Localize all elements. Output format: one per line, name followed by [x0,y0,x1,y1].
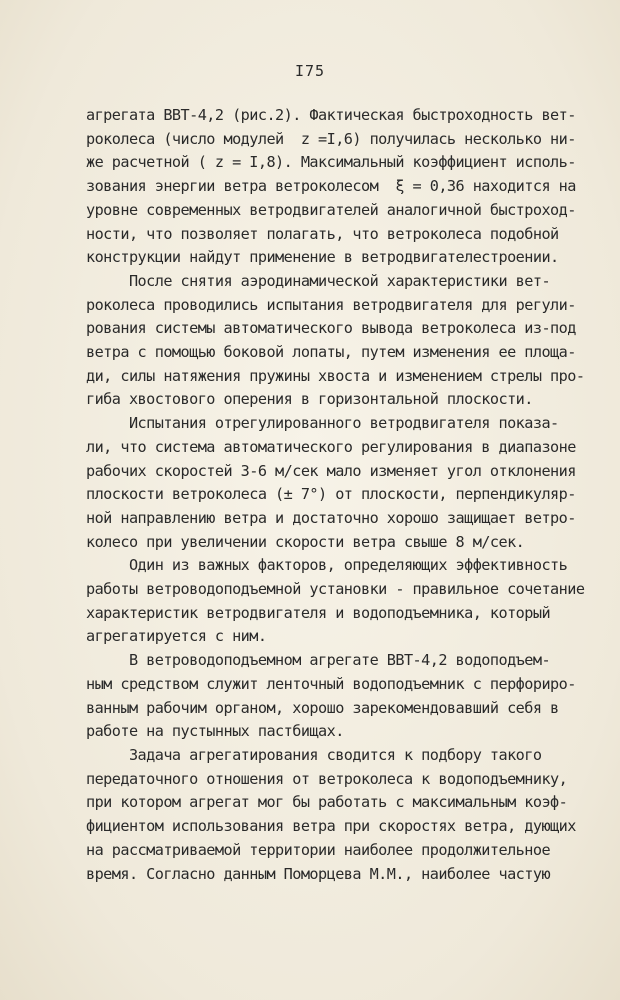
text-line: В ветроводоподъемном агрегате ВВТ-4,2 водоподъем- [86,651,551,670]
text-line: агрегатируется с ним. [86,627,267,646]
text-line: Задача агрегатирования сводится к подбору такого [86,745,542,764]
text-line: роколеса проводились испытания ветродвигателя для регули- [86,295,576,314]
text-line: зования энергии ветра ветроколесом ξ = 0,36 находится на [86,177,576,196]
text-line: гиба хвостового оперения в горизонтальной плоскости. [86,390,533,409]
text-line: колесо при увеличении скорости ветра свыше 8 м/сек. [86,532,525,551]
text-line: работы ветроводоподъемной установки - правильное сочетание [86,580,585,599]
text-line: ным средством служит ленточный водоподъемник с перфориро- [86,674,576,693]
text-line: Испытания отрегулированного ветродвигателя показа- [86,414,559,433]
text-line: ванным рабочим органом, хорошо зарекомендовавший себя в [86,698,559,717]
text-line: роколеса (число модулей z =I,6) получилась несколько ни- [86,129,576,148]
text-line: же расчетной ( z = I,8). Максимальный коэффициент исполь- [86,153,576,172]
text-line: ли, что система автоматического регулирования в диапазоне [86,437,576,456]
text-line: ди, силы натяжения пружины хвоста и изменением стрелы про- [86,366,585,385]
text-line: время. Согласно данным Поморцева М.М., наиболее частую [86,864,551,883]
text-line: ной направлению ветра и достаточно хорошо защищает ветро- [86,508,576,527]
text-line: агрегата ВВТ-4,2 (рис.2). Фактическая быстроходность вет- [86,106,576,124]
text-line: работе на пустынных пастбищах. [86,722,344,741]
text-line: при котором агрегат мог бы работать с максимальным коэф- [86,793,568,812]
text-line: конструкции найдут применение в ветродвигателестроении. [86,248,559,267]
text-line: характеристик ветродвигателя и водоподъемника, который [86,603,551,622]
text-line: уровне современных ветродвигателей аналогичной быстроход- [86,200,576,219]
text-line: Один из важных факторов, определяющих эффективность [86,556,568,575]
text-line: рования системы автоматического вывода ветроколеса из-под [86,319,576,338]
text-line: передаточного отношения от ветроколеса к водоподъемнику, [86,769,568,788]
text-line: ветра с помощью боковой лопаты, путем изменения ее площа- [86,343,576,362]
text-line: рабочих скоростей 3-6 м/сек мало изменяет угол отклонения [86,461,576,480]
text-line: на рассматриваемой территории наиболее продолжительное [86,840,551,859]
text-line: фициентом использования ветра при скоростях ветра, дующих [86,817,576,836]
text-line: После снятия аэродинамической характеристики вет- [86,271,551,290]
body-text [86,104,585,886]
text-line: плоскости ветроколеса (± 7°) от плоскости, перпендикуляр- [86,485,576,504]
page-number: I75 [294,62,326,80]
text-line: ности, что позволяет полагать, что ветроколеса подобной [86,224,559,243]
